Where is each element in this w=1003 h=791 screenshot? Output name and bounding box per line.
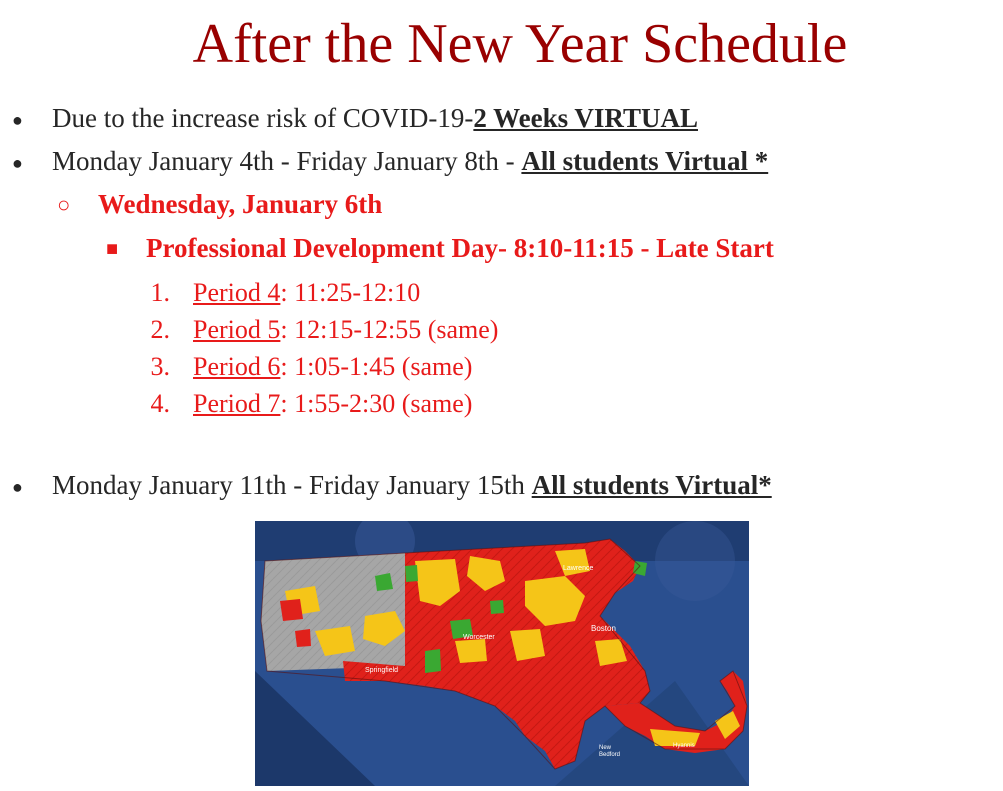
period-time: : 12:15-12:55 (same) (280, 315, 499, 344)
bullet-dot: ● (12, 110, 23, 130)
map-label-boston: Boston (591, 624, 616, 633)
period-item (193, 276, 420, 310)
period-number: 2. (150, 315, 170, 344)
bullet-3-text: Monday January 11th - Friday January 15th (52, 470, 532, 500)
period-number: 1. (150, 278, 170, 307)
period-link[interactable]: Period 6 (193, 352, 281, 381)
period-number: 4. (150, 389, 170, 418)
period-item (193, 350, 472, 384)
period-number: 3. (150, 352, 170, 381)
period-item (193, 313, 498, 347)
page-title: After the New Year Schedule (192, 13, 848, 75)
map-label-lawrence: Lawrence (563, 565, 594, 572)
period-time: : 1:05-1:45 (same) (280, 352, 473, 381)
period-link[interactable]: Period 5 (193, 315, 281, 344)
bullet-3 (52, 468, 772, 502)
map-label-hyannis: Hyannis (673, 743, 695, 749)
bullet-1-text: Due to the increase risk of COVID-19- (52, 103, 474, 133)
period-link[interactable]: Period 4 (193, 278, 281, 307)
bullet-2 (52, 144, 768, 178)
square-bullet: ■ (106, 238, 119, 260)
bullet-dot: ● (12, 153, 23, 173)
period-time: : 1:55-2:30 (same) (280, 389, 473, 418)
pd-day-line: Professional Development Day- 8:10-11:15 - Late Start (146, 233, 774, 263)
map-label-worcester: Worcester (463, 634, 495, 641)
sub-bullet-circle: ○ (57, 192, 71, 217)
period-time: : 11:25-12:10 (280, 278, 421, 307)
bullet-3-emphasis: All students Virtual* (531, 470, 772, 500)
map-label-new-bedford: New Bedford (599, 745, 621, 758)
sub-bullet-day: Wednesday, January 6th (98, 189, 383, 219)
period-link[interactable]: Period 7 (193, 389, 281, 418)
covid-risk-map (255, 521, 749, 786)
map-label-springfield: Springfield (365, 667, 399, 674)
bullet-dot: ● (12, 477, 23, 497)
period-item (193, 387, 472, 421)
bullet-1-emphasis: 2 Weeks VIRTUAL (473, 103, 698, 133)
bullet-1 (52, 101, 698, 135)
bullet-2-emphasis: All students Virtual * (521, 146, 769, 176)
bullet-2-text: Monday January 4th - Friday January 8th - (52, 146, 522, 176)
